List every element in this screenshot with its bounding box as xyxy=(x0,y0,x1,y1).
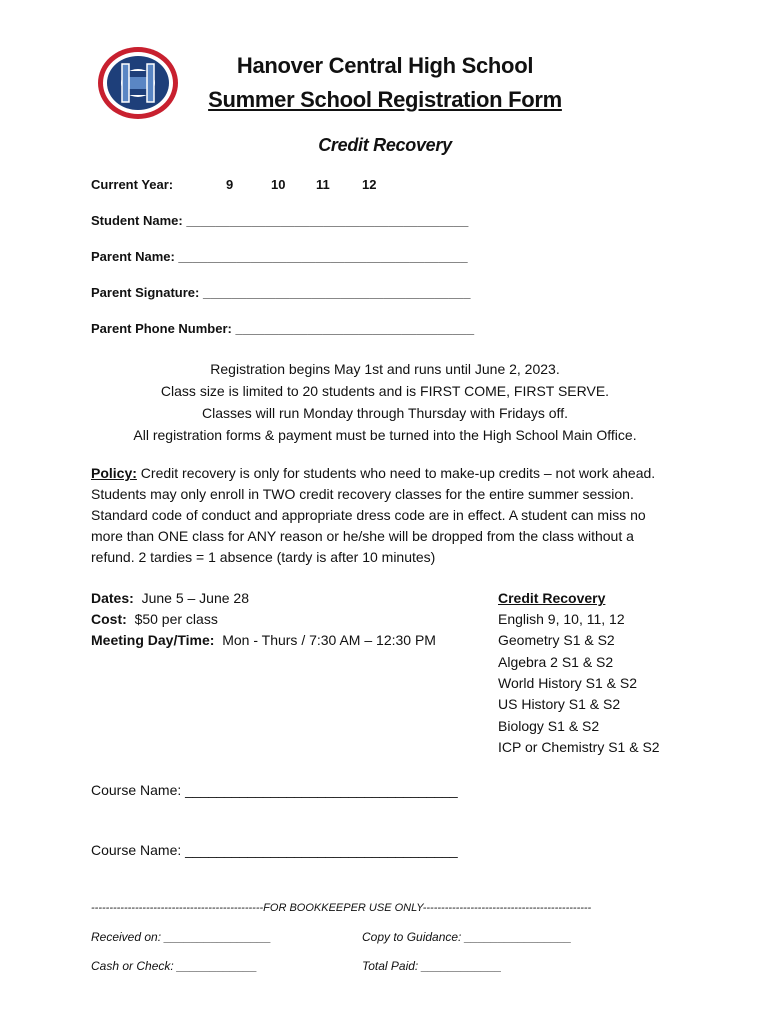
policy-label: Policy: xyxy=(91,465,137,481)
course-list-item: World History S1 & S2 xyxy=(498,675,638,691)
notice-line: Classes will run Monday through Thursday with Fridays off. xyxy=(202,405,568,421)
cash-or-check-field[interactable]: Cash or Check: ____________ xyxy=(91,959,258,973)
student-name-field[interactable]: Student Name: _______________________________________ xyxy=(91,213,469,228)
meeting-row xyxy=(91,632,436,648)
course-list-item: Algebra 2 S1 & S2 xyxy=(498,654,614,670)
school-name: Hanover Central High School xyxy=(236,53,534,78)
meeting-label: Meeting Day/Time: xyxy=(91,632,215,648)
policy-text: Credit recovery is only for students who need to make-up credits – not work ahead. Students may only enroll in TWO credit recovery classes for the entire summer session. Standard code of conduct and appropriate dress code are in effect. A student can miss no more than ONE class for ANY reason or he/she will be dropped from the class without a refund. 2 tardies = 1 absence (tardy is after 10 minutes) xyxy=(91,465,656,565)
meeting-value: Mon - Thurs / 7:30 AM – 12:30 PM xyxy=(222,632,436,648)
cost-value: $50 per class xyxy=(134,611,218,627)
credit-recovery-heading: Credit Recovery xyxy=(498,590,606,606)
course-name-field-2[interactable]: Course Name: ___________________________________ xyxy=(91,842,458,858)
dates-label: Dates: xyxy=(91,590,134,606)
year-option-10[interactable]: 10 xyxy=(271,177,286,192)
year-option-11[interactable]: 11 xyxy=(316,177,330,192)
course-list-item: Biology S1 & S2 xyxy=(498,718,600,734)
registration-notice xyxy=(0,358,770,446)
course-list-item: Geometry S1 & S2 xyxy=(498,632,615,648)
course-list-item: ICP or Chemistry S1 & S2 xyxy=(498,739,660,755)
current-year-label: Current Year: xyxy=(91,177,174,192)
notice-line: Class size is limited to 20 students and is FIRST COME, FIRST SERVE. xyxy=(160,383,610,399)
received-on-field[interactable]: Received on: ________________ xyxy=(91,930,272,944)
form-title: Summer School Registration Form xyxy=(208,87,562,112)
policy-paragraph xyxy=(91,463,681,568)
year-option-9[interactable]: 9 xyxy=(226,177,234,192)
parent-phone-field[interactable]: Parent Phone Number: _________________________________ xyxy=(91,321,475,336)
total-paid-field[interactable]: Total Paid: ____________ xyxy=(362,959,502,973)
dates-row xyxy=(91,590,249,606)
bookkeeper-divider: -----------------------------------------------FOR BOOKKEEPER USE ONLY---------------------------------------------- xyxy=(91,902,592,914)
parent-signature-field[interactable]: Parent Signature: _____________________________________ xyxy=(91,285,471,300)
notice-line: All registration forms & payment must be turned into the High School Main Office. xyxy=(133,427,637,443)
course-name-field-1[interactable]: Course Name: ___________________________________ xyxy=(91,782,458,798)
course-list-item: English 9, 10, 11, 12 xyxy=(498,611,625,627)
course-list-item: US History S1 & S2 xyxy=(498,696,621,712)
year-option-12[interactable]: 12 xyxy=(362,177,377,192)
cost-label: Cost: xyxy=(91,611,127,627)
dates-value: June 5 – June 28 xyxy=(141,590,249,606)
parent-name-field[interactable]: Parent Name: ________________________________________ xyxy=(91,249,468,264)
cost-row xyxy=(91,611,218,627)
form-subtitle: Credit Recovery xyxy=(318,135,452,155)
copy-to-guidance-field[interactable]: Copy to Guidance: ________________ xyxy=(362,930,572,944)
notice-line: Registration begins May 1st and runs until June 2, 2023. xyxy=(210,361,560,377)
